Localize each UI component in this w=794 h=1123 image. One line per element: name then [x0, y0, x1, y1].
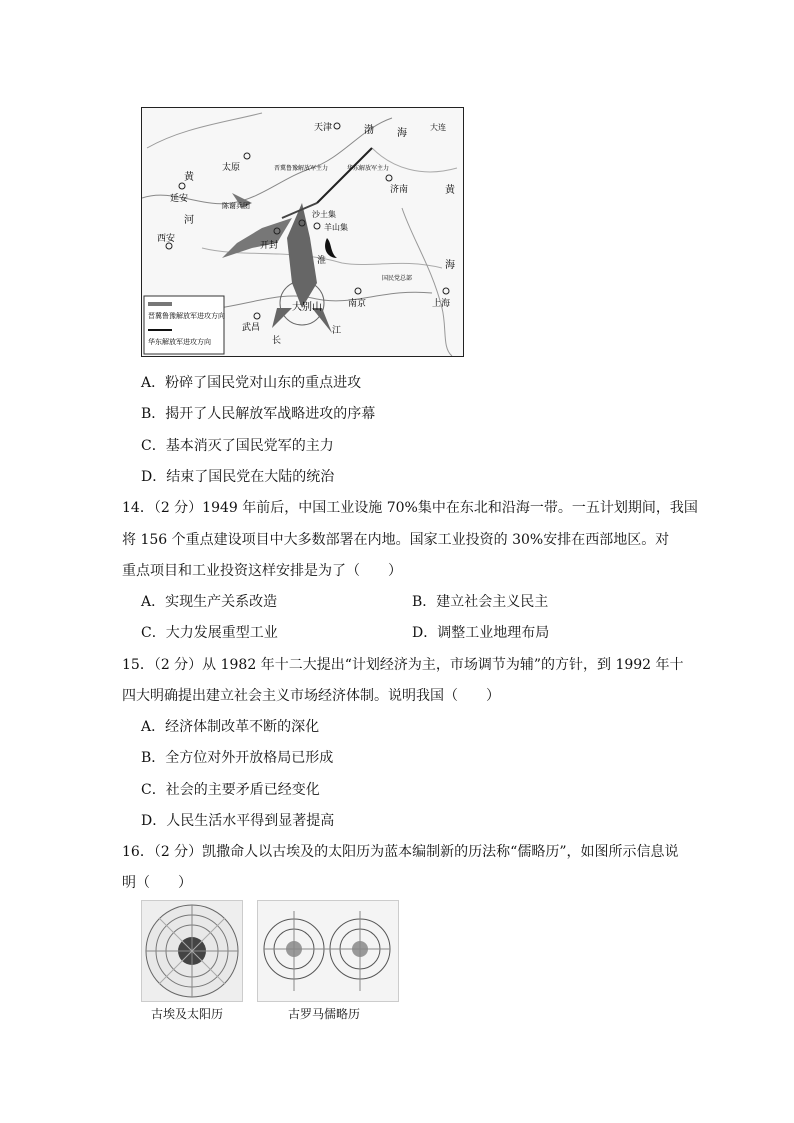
troop-label: 国民党总部 — [382, 275, 413, 282]
city-dot — [334, 123, 340, 129]
sea-label: 海 — [445, 260, 455, 271]
question-14-text: 14．（2 分）1949 年前后，中国工业设施 70%集中在东北和沿海一带。一五计划期间，我国 — [122, 500, 698, 516]
war-map-figure — [141, 107, 464, 357]
troop-label: 晋冀鲁豫解放军主力 — [274, 165, 329, 172]
option-d[interactable]: D．结束了国民党在大陆的统治 — [141, 469, 335, 485]
war-map-svg — [142, 108, 463, 356]
option-a[interactable]: A．经济体制改革不断的深化 — [141, 719, 320, 735]
roman-calendar-image — [257, 900, 399, 1002]
mountain-label: 大别山 — [292, 302, 322, 313]
city-label: 羊山集 — [324, 223, 348, 232]
roman-calendar-svg — [258, 901, 398, 1001]
question-16-text: 16．（2 分）凯撒命人以古埃及的太阳历为蓝本编制新的历法称“儒略历”，如图所示信息说 — [122, 844, 679, 860]
city-dot — [244, 153, 250, 159]
option-b[interactable]: B．全方位对外开放格局已形成 — [141, 750, 334, 766]
city-label: 武昌 — [242, 323, 261, 333]
question-14-text: 将 156 个重点建设项目中大多数部署在内地。国家工业投资的 30%安排在西部地区。对 — [122, 532, 670, 548]
city-label: 南京 — [348, 299, 367, 309]
border-line — [147, 113, 262, 148]
river-label: 长 — [272, 336, 282, 346]
city-dot — [386, 175, 392, 181]
egyptian-calendar-image — [141, 900, 243, 1002]
east-army-arrow-small — [325, 238, 337, 258]
river-label: 黄 — [184, 172, 194, 183]
question-15-text: 15．（2 分）从 1982 年十二大提出“计划经济为主，市场调节为辅”的方针，到 1992 年十 — [122, 657, 684, 673]
river-label: 淮 — [317, 256, 327, 266]
city-dot — [355, 288, 361, 294]
question-14-text: 重点项目和工业投资这样安排是为了（ ） — [122, 563, 402, 579]
option-a[interactable]: A．实现生产关系改造 — [141, 594, 278, 610]
sea-label: 海 — [397, 128, 407, 139]
city-label: 济南 — [390, 185, 409, 195]
option-c[interactable]: C．大力发展重型工业 — [141, 625, 278, 641]
city-label: 沙土集 — [312, 210, 336, 219]
city-dot — [314, 223, 320, 229]
city-dot — [179, 183, 185, 189]
option-b[interactable]: B．揭开了人民解放军战略进攻的序幕 — [141, 406, 376, 422]
city-dot — [443, 288, 449, 294]
city-label: 西安 — [157, 234, 176, 244]
coast-line-south — [402, 208, 452, 356]
option-d[interactable]: D．人民生活水平得到显著提高 — [141, 813, 335, 829]
city-label: 太原 — [222, 163, 241, 173]
river-yellow — [142, 118, 392, 204]
river-label: 河 — [184, 215, 194, 226]
caption-egyptian-calendar: 古埃及太阳历 — [151, 1007, 224, 1021]
city-label: 开封 — [260, 241, 279, 251]
river-label: 江 — [332, 326, 342, 336]
egyptian-calendar-svg — [142, 901, 242, 1001]
city-label: 大连 — [430, 123, 446, 132]
city-label: 延安 — [170, 194, 189, 204]
legend-entry: 华东解放军进攻方向 — [148, 338, 211, 346]
sea-label: 黄 — [445, 185, 455, 196]
option-a[interactable]: A．粉碎了国民党对山东的重点进攻 — [141, 375, 362, 391]
legend-entry: 晋冀鲁豫解放军进攻方向 — [148, 312, 225, 320]
city-label: 上海 — [432, 299, 451, 309]
option-b[interactable]: B．建立社会主义民主 — [412, 594, 549, 610]
sea-label: 渤 — [364, 125, 374, 136]
question-15-text: 四大明确提出建立社会主义市场经济体制。说明我国（ ） — [122, 688, 500, 704]
troop-label: 陈谢兵团 — [222, 202, 250, 210]
caption-roman-calendar: 古罗马儒略历 — [288, 1007, 361, 1021]
troop-label: 华东解放军主力 — [347, 165, 390, 172]
question-16-text: 明（ ） — [122, 875, 192, 891]
city-label: 天津 — [314, 123, 333, 133]
attack-arrow-west — [222, 218, 292, 258]
east-army-arrow — [317, 148, 372, 203]
option-c[interactable]: C．社会的主要矛盾已经变化 — [141, 782, 320, 798]
option-c[interactable]: C．基本消灭了国民党军的主力 — [141, 438, 334, 454]
option-d[interactable]: D．调整工业地理布局 — [412, 625, 550, 641]
city-dot — [254, 313, 260, 319]
